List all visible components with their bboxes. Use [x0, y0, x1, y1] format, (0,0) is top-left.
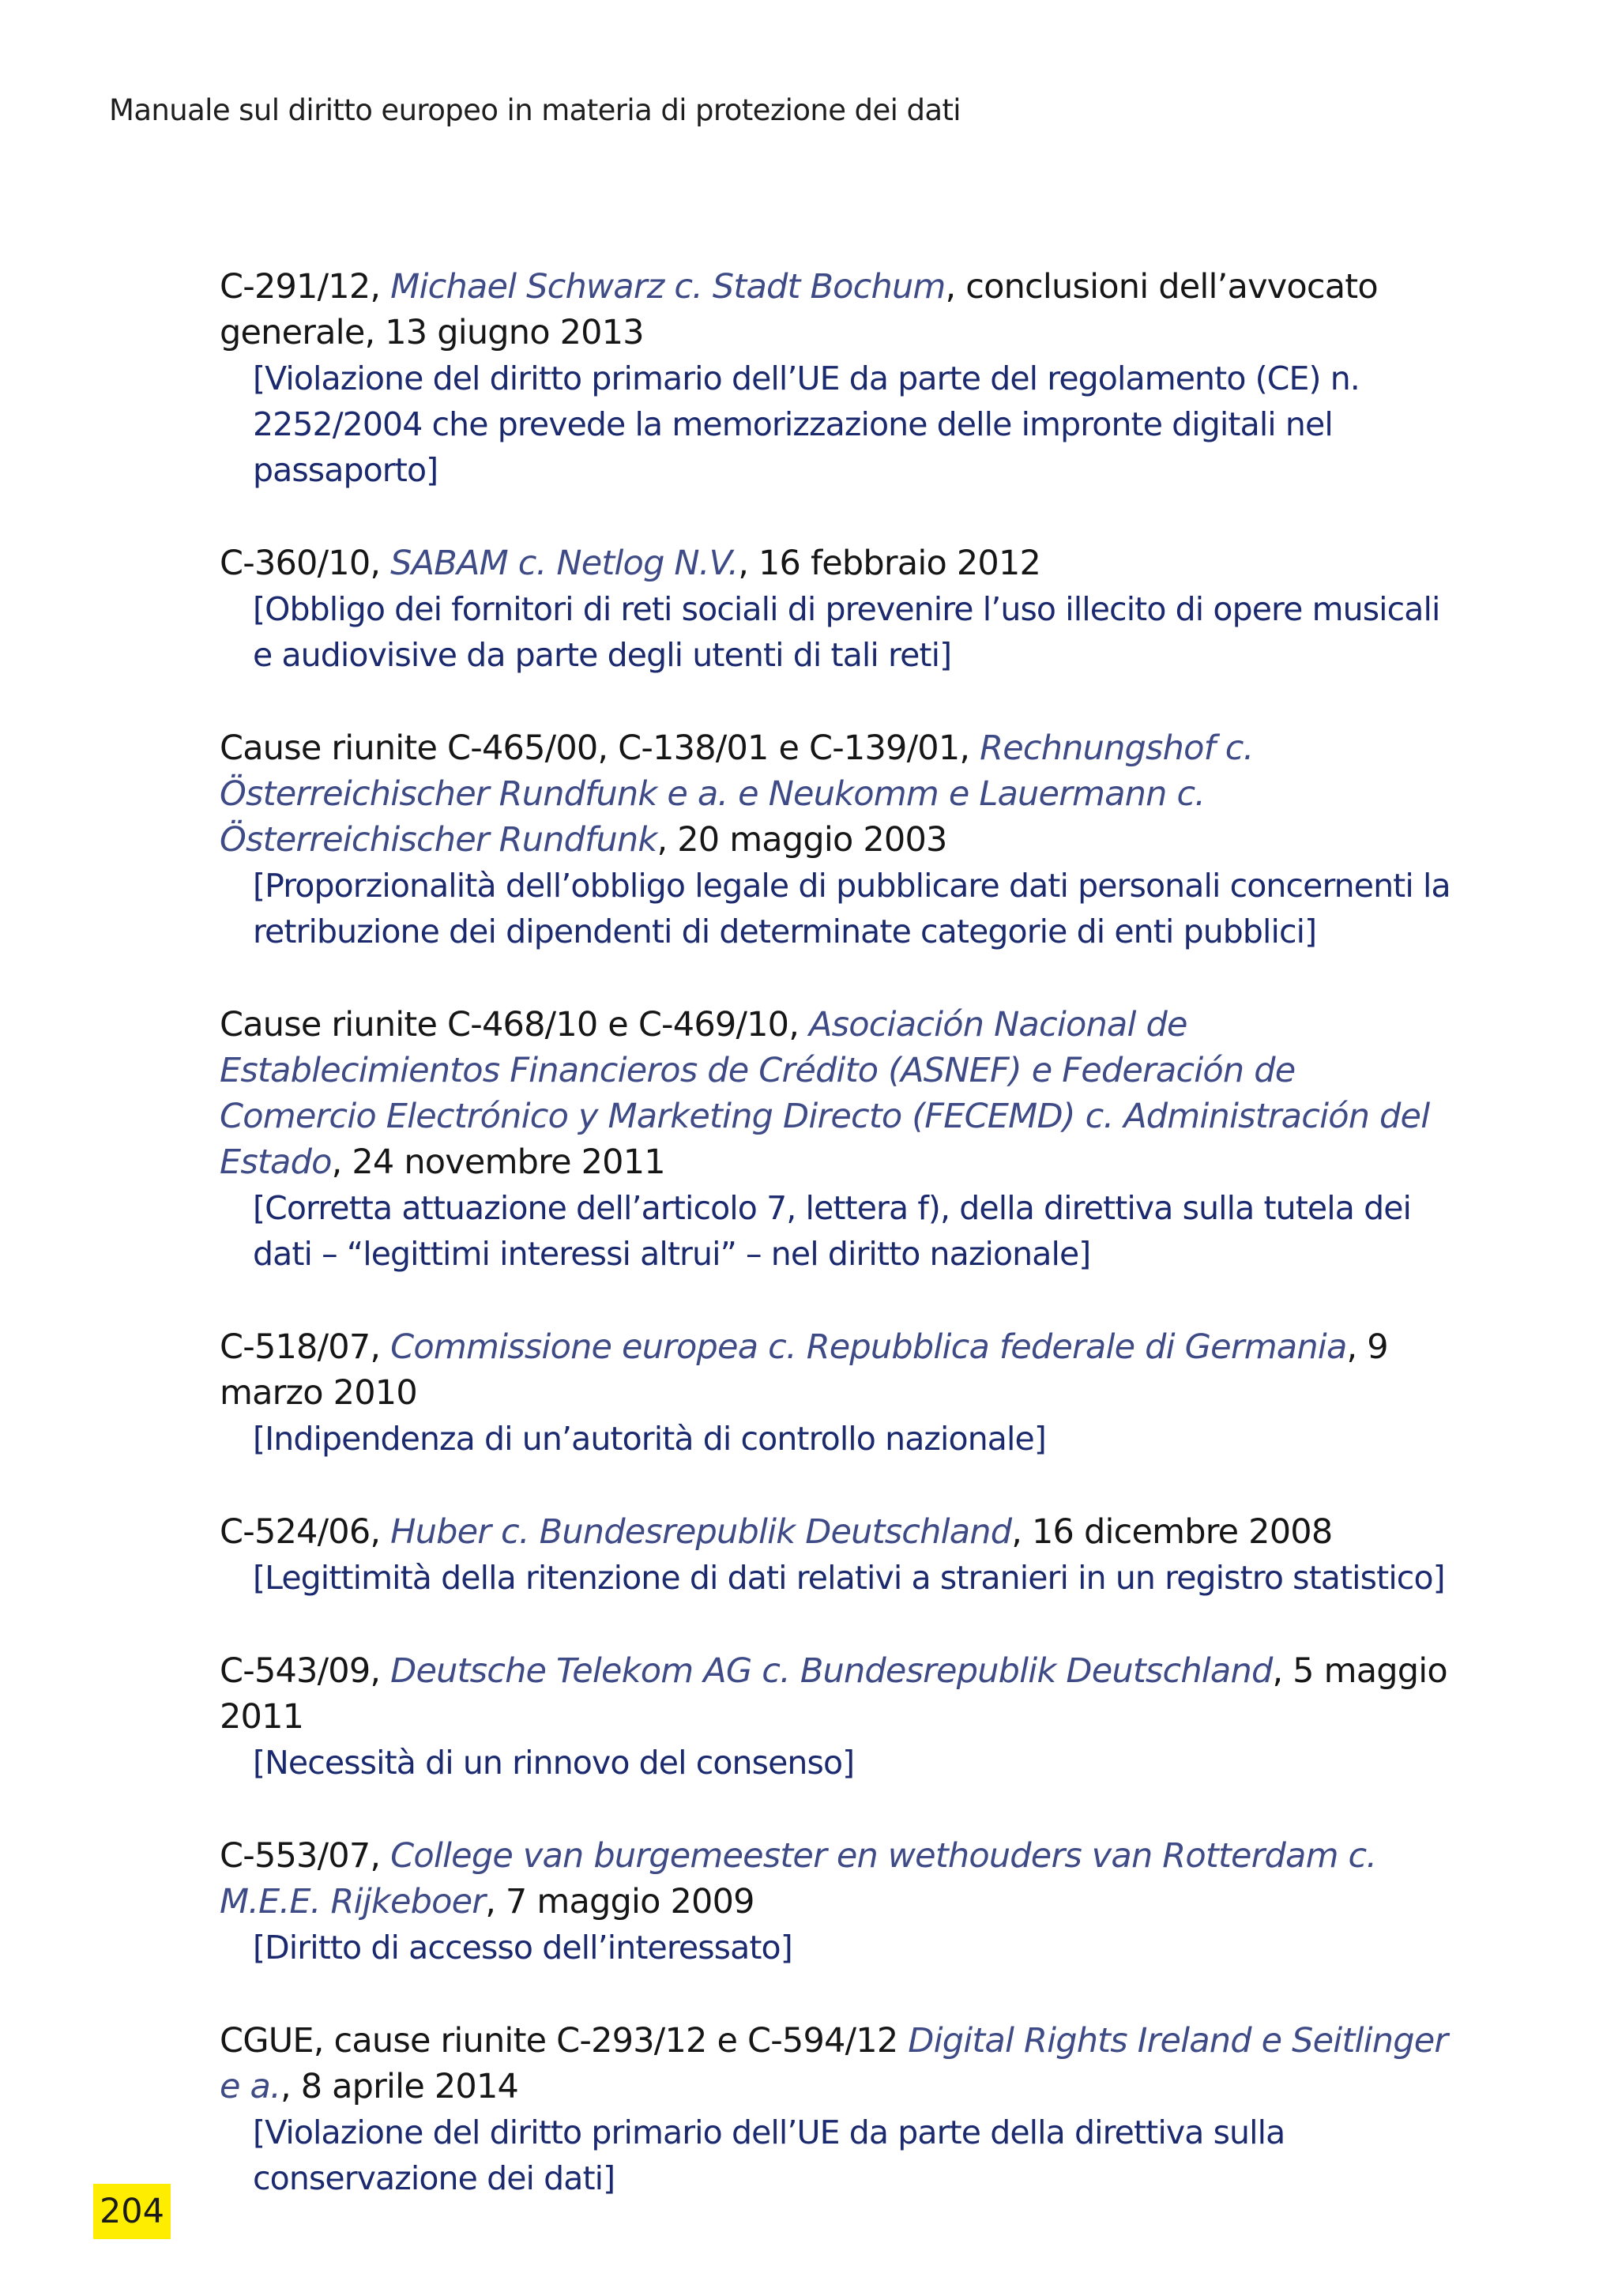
case-citation [220, 1648, 1462, 1740]
case-subject: [Obbligo dei fornitori di reti sociali di prevenire l’uso illecito di opere musicali e audiovisive da parte degli utenti di tali reti] [253, 590, 1440, 674]
case-number: C-360/10, [220, 544, 391, 583]
case-name: Asociación Nacional de Establecimientos Financieros de Crédito (ASNEF) e Federación de Comercio Electrónico y Marketing Directo (FECEMD) c. Administración del Estado [220, 1005, 1430, 1182]
case-number: C-543/09, [220, 1651, 391, 1691]
case-date: , 5 maggio 2011 [220, 1651, 1447, 1737]
case-date: , 16 febbraio 2012 [738, 544, 1041, 583]
case-date: , 16 dicembre 2008 [1011, 1512, 1333, 1552]
case-subject: [Proporzionalità dell’obbligo legale di pubblicare dati personali concernenti la retribuzione dei dipendenti di determinate categorie di enti pubblici] [253, 867, 1451, 950]
case-entry [220, 540, 1462, 678]
case-subject: [Legittimità della ritenzione di dati relativi a stranieri in un registro statistico] [253, 1559, 1445, 1597]
case-entry [220, 1509, 1462, 1601]
case-entry [220, 264, 1462, 493]
running-header: Manuale sul diritto europeo in materia di protezione dei dati [109, 93, 961, 127]
case-entry [220, 1648, 1462, 1786]
case-name: Huber c. Bundesrepublik Deutschland [390, 1512, 1012, 1552]
case-citation [220, 2018, 1462, 2110]
case-subject: [Violazione del diritto primario dell’UE da parte del regolamento (CE) n. 2252/2004 che prevede la memorizzazione delle impronte digitali nel passaporto] [253, 359, 1360, 489]
case-name: Michael Schwarz c. Stadt Bochum [390, 267, 946, 307]
case-citation [220, 1002, 1462, 1185]
case-name: Rechnungshof c. Österreichischer Rundfunk e a. e Neukomm e Lauermann c. Österreichischer Rundfunk [220, 728, 1254, 860]
case-entry [220, 1002, 1462, 1277]
page-number: 204 [99, 2192, 165, 2231]
case-citation [220, 540, 1462, 586]
case-subject: [Necessità di un rinnovo del consenso] [253, 1744, 855, 1782]
case-citation [220, 1833, 1462, 1925]
case-name: College van burgemeester en wethouders van Rotterdam c. M.E.E. Rijkeboer [220, 1836, 1377, 1921]
case-number: C-524/06, [220, 1512, 391, 1552]
case-name: Digital Rights Ireland e Seitlinger e a. [220, 2021, 1448, 2106]
case-date: , 20 maggio 2003 [657, 820, 947, 860]
case-entry [220, 1833, 1462, 1970]
case-citation [220, 725, 1462, 863]
case-entry [220, 2018, 1462, 2201]
case-name: SABAM c. Netlog N.V. [390, 544, 739, 583]
case-date: , 7 maggio 2009 [485, 1882, 754, 1921]
page-number-badge [93, 2184, 171, 2239]
case-subject: [Corretta attuazione dell’articolo 7, lettera f), della direttiva sulla tutela dei dati – “legittimi interessi altrui” – nel diritto nazionale] [253, 1189, 1412, 1273]
case-citation [220, 1509, 1462, 1555]
case-list [220, 264, 1462, 2249]
case-number: C-518/07, [220, 1327, 391, 1367]
case-subject: [Indipendenza di un’autorità di controllo nazionale] [253, 1420, 1046, 1458]
case-number: Cause riunite C-465/00, C-138/01 e C-139/01, [220, 728, 980, 768]
case-citation [220, 1324, 1462, 1416]
case-number: C-553/07, [220, 1836, 391, 1876]
case-number: C-291/12, [220, 267, 391, 307]
case-date: , 8 aprile 2014 [280, 2067, 519, 2106]
case-number: CGUE, cause riunite C-293/12 e C-594/12 [220, 2021, 909, 2061]
case-date: , 9 marzo 2010 [220, 1327, 1388, 1413]
case-name: Deutsche Telekom AG c. Bundesrepublik Deutschland [390, 1651, 1273, 1691]
case-entry [220, 1324, 1462, 1462]
case-entry [220, 725, 1462, 954]
case-citation [220, 264, 1462, 356]
case-subject: [Diritto di accesso dell’interessato] [253, 1929, 792, 1967]
case-date: , 24 novembre 2011 [331, 1142, 665, 1182]
case-name: Commissione europea c. Repubblica federale di Germania [390, 1327, 1347, 1367]
case-number: Cause riunite C-468/10 e C-469/10, [220, 1005, 809, 1044]
case-subject: [Violazione del diritto primario dell’UE da parte della direttiva sulla conservazione dei dati] [253, 2113, 1285, 2197]
case-date: , conclusioni dell’avvocato generale, 13 giugno 2013 [220, 267, 1378, 352]
